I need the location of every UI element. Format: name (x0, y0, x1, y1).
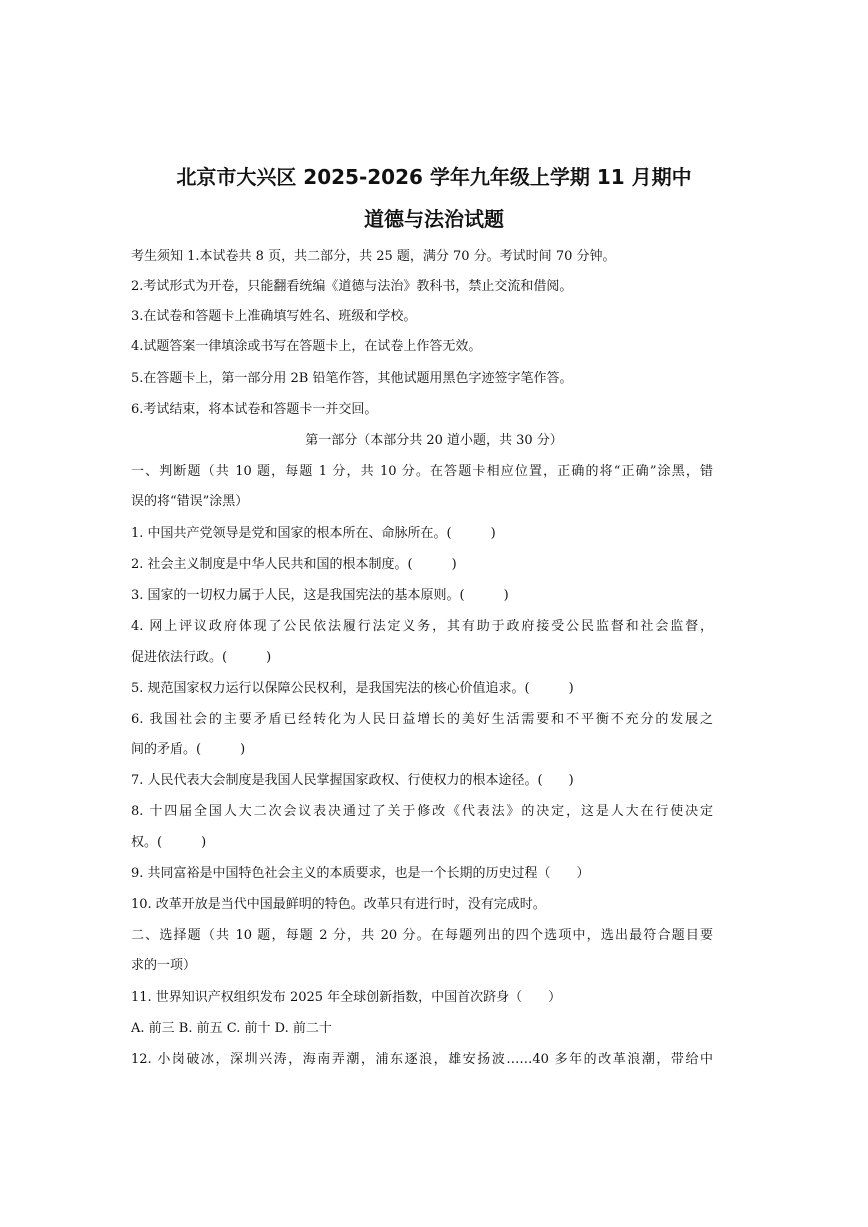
question-6-cont: 间的矛盾。( ) (131, 742, 246, 757)
exam-title-line1: 北京市大兴区 2025-2026 学年九年级上学期 11 月期中 (176, 165, 692, 189)
part-one-heading: 第一部分（本部分共 20 道小题，共 30 分） (305, 433, 563, 448)
question-9: 9. 共同富裕是中国特色社会主义的本质要求，也是一个长期的历史过程（ ） (131, 866, 590, 881)
question-8: 8. 十四届全国人大二次会议表决通过了关于修改《代表法》的决定，这是人大在行使决定 (131, 804, 713, 819)
instruction-3: 3.在试卷和答题卡上准确填写姓名、班级和学校。 (131, 309, 417, 324)
question-2: 2. 社会主义制度是中华人民共和国的根本制度。( ) (131, 557, 457, 572)
instruction-6: 6.考试结束，将本试卷和答题卡一并交回。 (131, 402, 378, 417)
question-4: 4. 网上评议政府体现了公民依法履行法定义务，其有助于政府接受公民监督和社会监督， (131, 619, 713, 634)
section2-heading-cont: 求的一项） (131, 958, 197, 973)
question-1: 1. 中国共产党领导是党和国家的根本所在、命脉所在。( ) (131, 526, 496, 541)
instruction-5: 5.在答题卡上，第一部分用 2B 铅笔作答，其他试题用黑色字迹签字笔作答。 (131, 371, 573, 386)
question-8-cont: 权。( ) (131, 835, 207, 850)
exam-title-line2: 道德与法治试题 (364, 207, 504, 231)
question-4-cont: 促进依法行政。( ) (131, 650, 272, 665)
section2-heading: 二、选择题（共 10 题，每题 2 分，共 20 分。在每题列出的四个选项中，选出最符合题目要 (131, 928, 713, 943)
question-11-options: A. 前三 B. 前五 C. 前十 D. 前二十 (131, 1021, 332, 1036)
question-5: 5. 规范国家权力运行以保障公民权利，是我国宪法的核心价值追求。( ) (131, 681, 574, 696)
question-10: 10. 改革开放是当代中国最鲜明的特色。改革只有进行时，没有完成时。 (131, 897, 546, 912)
section1-heading-cont: 误的将“错误”涂黑） (131, 494, 249, 509)
section1-heading: 一、判断题（共 10 题，每题 1 分，共 10 分。在答题卡相应位置，正确的将“正确”涂黑，错 (131, 464, 713, 479)
question-6: 6. 我国社会的主要矛盾已经转化为人民日益增长的美好生活需要和不平衡不充分的发展之 (131, 712, 713, 727)
instruction-2: 2.考试形式为开卷，只能翻看统编《道德与法治》教科书，禁止交流和借阅。 (131, 279, 573, 294)
question-11: 11. 世界知识产权组织发布 2025 年全球创新指数，中国首次跻身（ ） (131, 990, 562, 1005)
instruction-1: 考生须知 1.本试卷共 8 页，共二部分，共 25 题，满分 70 分。考试时间 70 分钟。 (131, 249, 616, 264)
question-3: 3. 国家的一切权力属于人民，这是我国宪法的基本原则。( ) (131, 588, 509, 603)
instruction-4: 4.试题答案一律填涂或书写在答题卡上，在试卷上作答无效。 (131, 339, 482, 354)
question-12: 12. 小岗破冰，深圳兴涛，海南弄潮，浦东逐浪，雄安扬波……40 多年的改革浪潮，带给中 (131, 1052, 713, 1067)
question-7: 7. 人民代表大会制度是我国人民掌握国家政权、行使权力的根本途径。( ) (131, 773, 574, 788)
